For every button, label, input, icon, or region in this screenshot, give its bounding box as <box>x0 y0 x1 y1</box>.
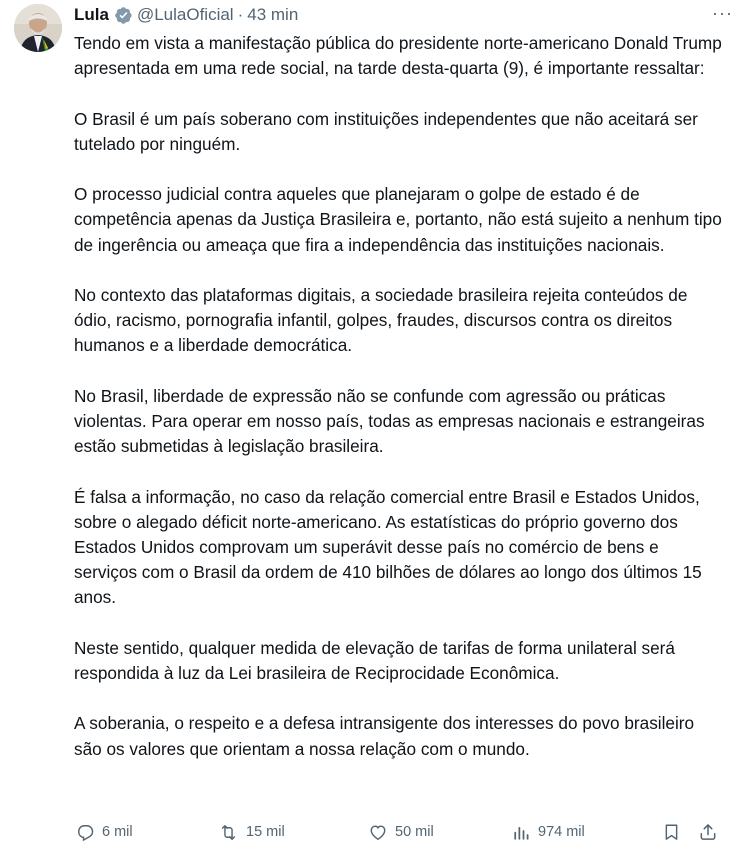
paragraph-7: Neste sentido, qualquer medida de elevação de tarifas de forma unilateral será respondida à luz da Lei brasileira de Reciprocidade Econômica. <box>74 637 675 683</box>
paragraph-6: É falsa a informação, no caso da relação comercial entre Brasil e Estados Unidos, sobre o alegado déficit norte-americano. As estatísticas do próprio governo dos Estados Unidos comprovam um superávit desse país no comércio de bens e serviços com o Brasil da ordem de 410 bilhões de dólares ao longo dos últimos 15 anos. <box>74 486 702 608</box>
separator: · <box>237 5 244 24</box>
paragraph-4: No contexto das plataformas digitais, a sociedade brasileira rejeita conteúdos de ódio, racismo, pornografia infantil, golpes, fraudes, discursos contra os direitos humanos e a liberdade democrática. <box>74 284 688 356</box>
avatar-image <box>14 4 62 52</box>
paragraph-5: No Brasil, liberdade de expressão não se confunde com agressão ou práticas violentas. Para operar em nosso país, todas as empresas nacionais e estrangeiras estão submetidas à legislação brasileira. <box>74 385 705 457</box>
views-button[interactable] <box>512 823 585 842</box>
like-button[interactable] <box>368 823 434 842</box>
action-bar <box>74 818 724 846</box>
heart-icon <box>368 823 388 842</box>
like-count: 50 mil <box>395 824 434 840</box>
avatar[interactable] <box>14 4 62 52</box>
timestamp[interactable]: 43 min <box>247 5 299 24</box>
more-options-button[interactable]: ··· <box>712 3 733 23</box>
bookmark-icon <box>662 822 681 842</box>
verified-badge-icon[interactable] <box>114 6 133 25</box>
tweet-header <box>74 0 726 30</box>
repost-count: 15 mil <box>246 824 285 840</box>
paragraph-1: Tendo em vista a manifestação pública do presidente norte-americano Donald Trump apresentada em uma rede social, na tarde desta-quarta (9), é importante ressaltar: <box>74 33 722 79</box>
repost-icon <box>218 823 239 842</box>
views-icon <box>512 823 531 842</box>
paragraph-2: O Brasil é um país soberano com instituições independentes que não aceitará ser tutelado por ninguém. <box>74 108 698 154</box>
repost-button[interactable] <box>218 823 285 842</box>
tweet-text <box>74 31 726 762</box>
author-name[interactable]: Lula <box>74 5 109 24</box>
reply-count: 6 mil <box>102 824 133 840</box>
share-icon <box>698 822 718 842</box>
tweet-content <box>74 0 726 762</box>
reply-icon <box>76 823 95 842</box>
share-button[interactable] <box>698 822 718 842</box>
paragraph-8: A soberania, o respeito e a defesa intransigente dos interesses do povo brasileiro são os valores que orientam a nossa relação com o mundo. <box>74 713 695 759</box>
paragraph-3: O processo judicial contra aqueles que planejaram o golpe de estado é de competência apenas da Justiça Brasileira e, portanto, não está sujeito a nenhum tipo de ingerência ou ameaça que fira a independência das instituições nacionais. <box>74 184 722 255</box>
bookmark-button[interactable] <box>662 822 681 842</box>
reply-button[interactable] <box>76 823 133 842</box>
views-count: 974 mil <box>538 824 585 840</box>
author-handle[interactable]: @LulaOficial <box>136 5 234 24</box>
